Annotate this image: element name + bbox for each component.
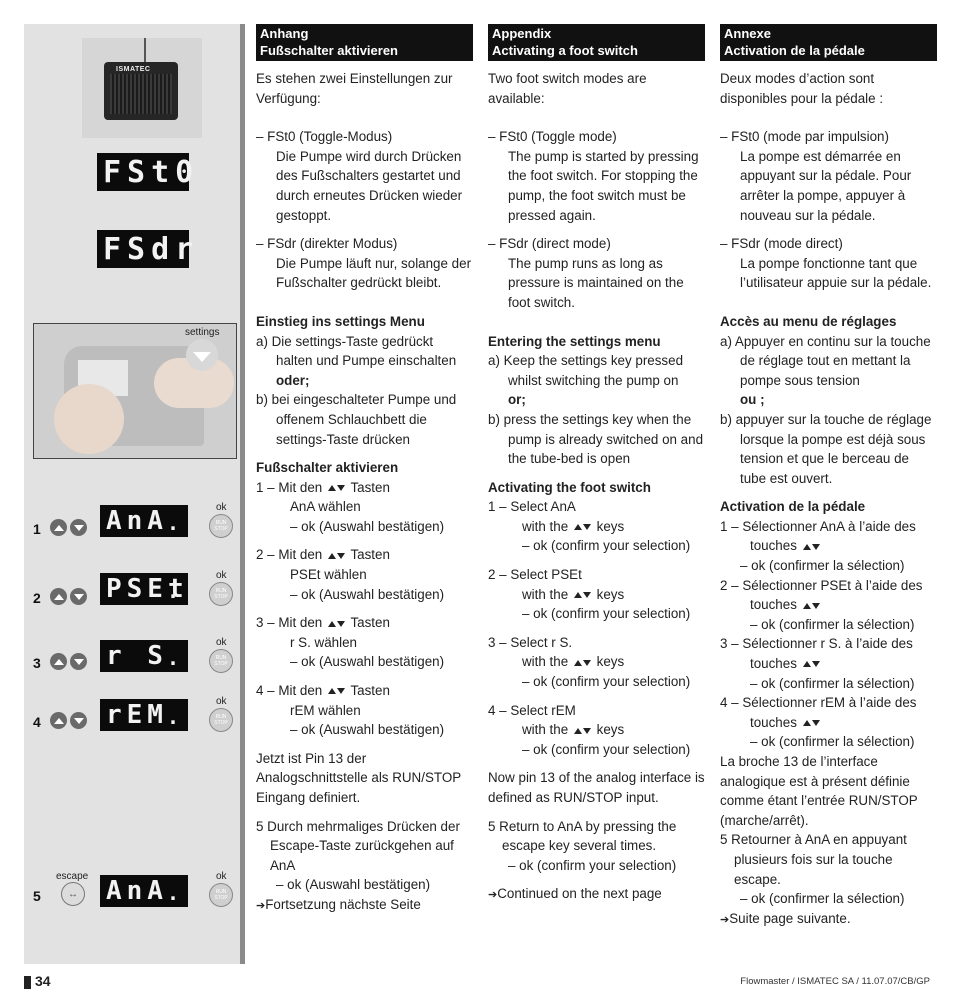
settings-or: or; bbox=[508, 392, 526, 408]
mode-2-title: – FSdr (mode direct) bbox=[720, 236, 843, 252]
down-arrow-key[interactable] bbox=[70, 653, 87, 670]
foot-switch-photo bbox=[82, 38, 202, 138]
down-key-icon bbox=[812, 544, 820, 550]
intro-text: Es stehen zwei Einstellungen zur Verfügung: bbox=[256, 71, 453, 106]
up-key-icon bbox=[803, 544, 811, 550]
step-3-line bbox=[720, 634, 937, 673]
step-4-keys: keys bbox=[596, 722, 625, 738]
up-key-icon bbox=[328, 485, 336, 491]
run-stop-button[interactable]: RUN STOP bbox=[209, 514, 233, 538]
step-2-keys: Tasten bbox=[350, 547, 390, 563]
column-divider bbox=[240, 24, 245, 964]
pedal-logo: ISMATEC bbox=[116, 66, 151, 73]
step-3-confirm: – ok (Auswahl bestätigen) bbox=[290, 654, 445, 670]
mode-2-title: – FSdr (direkter Modus) bbox=[256, 236, 398, 252]
section-header bbox=[720, 24, 937, 61]
activate-heading: Activation de la pédale bbox=[720, 499, 866, 515]
column-french bbox=[720, 24, 937, 930]
page-marker bbox=[24, 976, 31, 989]
settings-option-b: b) appuyer sur la touche de réglage lorsque la pompe est déjà sous tension et que le berceau de tube est ouvert. bbox=[720, 411, 932, 486]
step-4-confirm: – ok (Auswahl bestätigen) bbox=[290, 722, 445, 738]
step-2-confirm: – ok (Auswahl bestätigen) bbox=[290, 586, 445, 602]
step-2-confirm: – ok (confirm your selection) bbox=[522, 606, 691, 622]
settings-or: ou ; bbox=[740, 392, 765, 408]
arrow-keys bbox=[50, 712, 87, 729]
up-key-icon bbox=[803, 661, 811, 667]
column-english bbox=[488, 24, 705, 906]
step-1-select: 1 – Select AnA bbox=[488, 499, 576, 515]
pin-text: Now pin 13 of the analog interface is defined as RUN/STOP input. bbox=[488, 770, 705, 805]
display-fsdr: FSdr bbox=[97, 230, 189, 268]
settings-option-b: b) press the settings key when the pump is already switched on and the tube-bed is open bbox=[488, 411, 704, 467]
step-1-line bbox=[256, 478, 473, 498]
down-key-icon bbox=[337, 485, 345, 491]
settings-option-a: a) Appuyer en continu sur la touche de réglage tout en mettant la pompe sous tension bbox=[720, 333, 931, 388]
run-stop-button[interactable]: RUN STOP bbox=[209, 708, 233, 732]
down-key-icon bbox=[337, 688, 345, 694]
section-header bbox=[488, 24, 705, 61]
triangle-down-icon bbox=[74, 525, 84, 531]
step-3-keys: keys bbox=[596, 654, 625, 670]
settings-option-a: a) Die settings-Taste gedrückt halten und Pumpe einschalten bbox=[256, 333, 457, 369]
header-subtitle: Activating a foot switch bbox=[492, 43, 638, 58]
section-header bbox=[256, 24, 473, 61]
down-arrow-key[interactable] bbox=[70, 712, 87, 729]
escape-button[interactable] bbox=[61, 882, 85, 906]
activate-heading: Fußschalter aktivieren bbox=[256, 460, 399, 476]
up-arrow-key[interactable] bbox=[50, 519, 67, 536]
pin-text: La broche 13 de l’interface analogique est à présent définie comme étant l’entrée RUN/STOP (marche/arrêt). bbox=[720, 754, 918, 828]
ok-label: ok bbox=[216, 637, 227, 648]
down-key-icon bbox=[583, 592, 591, 598]
pedal-cable bbox=[144, 38, 146, 64]
step-1-confirm: – ok (Auswahl bestätigen) bbox=[290, 518, 445, 534]
mode-1-text: La pompe est démarrée en appuyant sur la pédale. Pour arrêter la pompe, appuyer à nouveau sur la pédale. bbox=[740, 148, 912, 223]
mode-1-title: – FSt0 (Toggle-Modus) bbox=[256, 129, 393, 145]
pin-text: Jetzt ist Pin 13 der Analogschnittstelle als RUN/STOP Eingang definiert. bbox=[256, 750, 461, 805]
settings-label: settings bbox=[185, 327, 220, 338]
chevron-down-icon bbox=[193, 352, 211, 362]
step-3-select: 3 – Select r S. bbox=[488, 634, 573, 650]
arrow-keys bbox=[50, 519, 87, 536]
step-4-text: 4 – Sélectionner rEM à l’aide des touches bbox=[720, 695, 917, 730]
up-key-icon bbox=[328, 688, 336, 694]
triangle-up-icon bbox=[54, 659, 64, 665]
escape-icon: ↔ bbox=[68, 888, 78, 900]
step-1-keys: keys bbox=[596, 518, 625, 534]
step-2-text: 2 – Sélectionner PSEt à l’aide des touches bbox=[720, 577, 923, 613]
display-step-1: AnA . bbox=[100, 505, 188, 537]
step-3-keys: Tasten bbox=[350, 615, 390, 631]
step-1-confirm: – ok (confirm your selection) bbox=[522, 538, 691, 554]
step-4-confirm: – ok (confirm your selection) bbox=[522, 741, 691, 757]
arrow-keys bbox=[50, 588, 87, 605]
activate-heading: Activating the foot switch bbox=[488, 479, 651, 495]
up-key-icon bbox=[574, 660, 582, 666]
settings-heading: Einstieg ins settings Menu bbox=[256, 313, 425, 329]
footer-info: Flowmaster / ISMATEC SA / 11.07.07/CB/GP bbox=[740, 976, 930, 987]
run-stop-button[interactable]: RUN STOP bbox=[209, 582, 233, 606]
step-1-text: 1 – Sélectionner AnA à l’aide des touches bbox=[720, 518, 916, 554]
down-key-icon bbox=[583, 524, 591, 530]
mode-1-text: The pump is started by pressing the foot switch. For stopping the pump, the foot switch must be pressed again. bbox=[508, 148, 699, 223]
header-subtitle: Activation de la pédale bbox=[724, 43, 865, 58]
triangle-up-icon bbox=[54, 594, 64, 600]
hand-left bbox=[54, 384, 124, 454]
continued-note: ➔ Fortsetzung nächste Seite bbox=[256, 895, 473, 917]
step-4-select: rEM wählen bbox=[290, 702, 361, 718]
run-stop-button[interactable]: RUN STOP bbox=[209, 649, 233, 673]
step-1-line bbox=[488, 517, 705, 537]
down-key-icon bbox=[583, 660, 591, 666]
ok-label: ok bbox=[216, 502, 227, 513]
escape-label: escape bbox=[56, 871, 89, 882]
step-3-select: r S. wählen bbox=[290, 634, 357, 650]
display-step-3: r S . bbox=[100, 640, 188, 672]
step-number: 3 bbox=[33, 655, 41, 671]
down-key-icon bbox=[337, 553, 345, 559]
step-2-line bbox=[256, 545, 473, 565]
arrow-keys bbox=[50, 653, 87, 670]
up-key-icon bbox=[574, 728, 582, 734]
step-1-line bbox=[720, 517, 937, 556]
mode-2-title: – FSdr (direct mode) bbox=[488, 236, 611, 252]
up-arrow-key[interactable] bbox=[50, 588, 67, 605]
up-key-icon bbox=[803, 603, 811, 609]
step-number: 1 bbox=[33, 521, 41, 537]
down-arrow-key[interactable] bbox=[70, 588, 87, 605]
step-5-confirm: – ok (confirmer la sélection) bbox=[740, 891, 905, 907]
step-number: 2 bbox=[33, 590, 41, 606]
step-4-line bbox=[720, 693, 937, 732]
settings-option-b: b) bei eingeschalteter Pumpe und offenem Schlauchbett die settings-Taste drücken bbox=[256, 392, 457, 447]
step-2-with: with the bbox=[522, 586, 569, 602]
display-step-5: AnA . bbox=[100, 875, 188, 907]
step-5-confirm: – ok (confirm your selection) bbox=[508, 857, 677, 873]
settings-button[interactable] bbox=[186, 339, 218, 371]
settings-or: oder; bbox=[276, 372, 310, 388]
continued-note: ➔ Suite page suivante. bbox=[720, 909, 937, 931]
step-3-text: 3 – Mit den bbox=[256, 615, 323, 631]
down-key-icon bbox=[337, 621, 345, 627]
intro-text: Deux modes d’action sont disponibles pour la pédale : bbox=[720, 71, 884, 106]
continued-note: ➔ Continued on the next page bbox=[488, 884, 705, 906]
header-subtitle: Fußschalter aktivieren bbox=[260, 43, 398, 58]
step-3-confirm: – ok (confirm your selection) bbox=[522, 674, 691, 690]
ok-label: ok bbox=[216, 570, 227, 581]
step-2-text: 2 – Mit den bbox=[256, 547, 323, 563]
step-3-confirm: – ok (confirmer la sélection) bbox=[750, 675, 915, 691]
step-1-keys: Tasten bbox=[350, 479, 390, 495]
step-number: 4 bbox=[33, 714, 41, 730]
step-3-text: 3 – Sélectionner r S. à l’aide des touches bbox=[720, 636, 913, 672]
up-key-icon bbox=[328, 553, 336, 559]
step-4-keys: Tasten bbox=[350, 683, 390, 699]
column-german bbox=[256, 24, 473, 917]
page-number: 34 bbox=[35, 973, 51, 989]
step-3-with: with the bbox=[522, 654, 569, 670]
down-key-icon bbox=[812, 720, 820, 726]
mode-2-text: The pump runs as long as pressure is maintained on the foot switch. bbox=[508, 255, 684, 310]
step-4-select: 4 – Select rEM bbox=[488, 702, 576, 718]
up-key-icon bbox=[328, 621, 336, 627]
step-4-text: 4 – Mit den bbox=[256, 683, 323, 699]
mode-1-title: – FSt0 (Toggle mode) bbox=[488, 129, 617, 145]
step-2-keys: keys bbox=[596, 586, 625, 602]
step-4-line bbox=[256, 681, 473, 701]
up-arrow-key[interactable] bbox=[50, 653, 67, 670]
header-title: Appendix bbox=[492, 26, 552, 41]
triangle-down-icon bbox=[74, 718, 84, 724]
mode-2-text: Die Pumpe läuft nur, solange der Fußschalter gedrückt bleibt. bbox=[276, 255, 472, 291]
step-3-line bbox=[488, 652, 705, 672]
up-arrow-key[interactable] bbox=[50, 712, 67, 729]
step-2-line bbox=[720, 576, 937, 615]
mode-2-text: La pompe fonctionne tant que l’utilisateur appuie sur la pédale. bbox=[740, 255, 932, 291]
up-key-icon bbox=[574, 592, 582, 598]
triangle-up-icon bbox=[54, 718, 64, 724]
up-key-icon bbox=[574, 524, 582, 530]
display-step-2: PSEt . bbox=[100, 573, 188, 605]
step-2-select: PSEt wählen bbox=[290, 567, 367, 583]
step-number: 5 bbox=[33, 888, 41, 904]
triangle-down-icon bbox=[74, 659, 84, 665]
intro-text: Two foot switch modes are available: bbox=[488, 71, 647, 106]
down-key-icon bbox=[812, 661, 820, 667]
run-stop-button[interactable]: RUN STOP bbox=[209, 883, 233, 907]
down-arrow-key[interactable] bbox=[70, 519, 87, 536]
up-key-icon bbox=[803, 720, 811, 726]
settings-heading: Entering the settings menu bbox=[488, 333, 661, 349]
display-fst0: FSt0 bbox=[97, 153, 189, 191]
down-key-icon bbox=[812, 603, 820, 609]
step-1-text: 1 – Mit den bbox=[256, 479, 323, 495]
ok-label: ok bbox=[216, 696, 227, 707]
step-1-with: with the bbox=[522, 518, 569, 534]
mode-1-title: – FSt0 (mode par impulsion) bbox=[720, 129, 889, 145]
step-5-text: 5 Return to AnA by pressing the escape key several times. bbox=[488, 818, 677, 854]
step-3-line bbox=[256, 613, 473, 633]
step-5-confirm: – ok (Auswahl bestätigen) bbox=[276, 877, 431, 893]
step-1-confirm: – ok (confirmer la sélection) bbox=[740, 558, 905, 574]
step-5-text: 5 Retourner à AnA en appuyant plusieurs fois sur la touche escape. bbox=[720, 832, 907, 887]
header-title: Annexe bbox=[724, 26, 771, 41]
display-step-4: rEM . bbox=[100, 699, 188, 731]
step-2-confirm: – ok (confirmer la sélection) bbox=[750, 616, 915, 632]
down-key-icon bbox=[583, 728, 591, 734]
header-title: Anhang bbox=[260, 26, 309, 41]
step-4-line bbox=[488, 720, 705, 740]
triangle-up-icon bbox=[54, 525, 64, 531]
step-2-line bbox=[488, 585, 705, 605]
step-1-select: AnA wählen bbox=[290, 499, 361, 515]
settings-option-a: a) Keep the settings key pressed whilst switching the pump on bbox=[488, 353, 684, 388]
step-4-with: with the bbox=[522, 722, 569, 738]
triangle-down-icon bbox=[74, 594, 84, 600]
mode-1-text: Die Pumpe wird durch Drücken des Fußschalters gestartet und durch erneutes Drücken wieder gestoppt. bbox=[276, 148, 463, 223]
ok-label: ok bbox=[216, 871, 227, 882]
step-2-select: 2 – Select PSEt bbox=[488, 567, 582, 583]
step-5-text: 5 Durch mehrmaliges Drücken der Escape-Taste zurückgehen auf AnA bbox=[256, 818, 460, 873]
settings-heading: Accès au menu de réglages bbox=[720, 313, 897, 329]
step-4-confirm: – ok (confirmer la sélection) bbox=[750, 734, 915, 750]
